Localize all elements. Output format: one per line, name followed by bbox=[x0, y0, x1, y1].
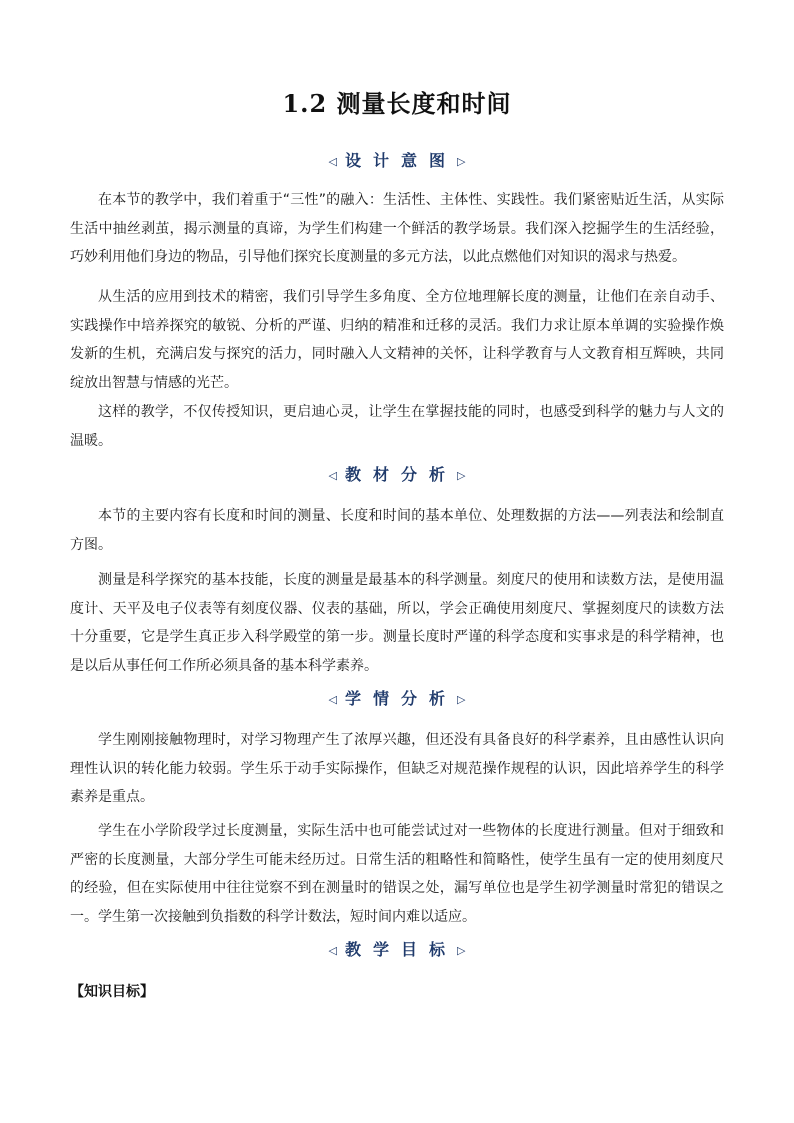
paragraph: 本节的主要内容有长度和时间的测量、长度和时间的基本单位、处理数据的方法——列表法和绘制直方图。 bbox=[70, 508, 724, 553]
section-heading-text: 学情分析 bbox=[344, 689, 457, 708]
paragraph: 这样的教学，不仅传授知识，更启迪心灵，让学生在掌握技能的同时，也感受到科学的魅力与人文的温暖。 bbox=[70, 404, 724, 449]
triangle-left-icon: ◁ bbox=[328, 155, 337, 168]
triangle-left-icon: ◁ bbox=[328, 693, 337, 706]
triangle-right-icon: ▷ bbox=[457, 944, 466, 957]
page-title: 1.2 测量长度和时间 bbox=[282, 89, 512, 118]
paragraph: 从生活的应用到技术的精密，我们引导学生多角度、全方位地理解长度的测量，让他们在亲自动手、实践操作中培养探究的敏锐、分析的严谨、归纳的精准和迁移的灵活。我们力求让原本单调的实验操作焕发新的生机，充满启发与探究的活力，同时融入人文精神的关怀，让科学教育与人文教育相互辉映，共同绽放出智慧与情感的光芒。 bbox=[70, 289, 724, 391]
paragraph: 在本节的教学中，我们着重于“三性”的融入：生活性、主体性、实践性。我们紧密贴近生活，从实际生活中抽丝剥茧，揭示测量的真谛，为学生们构建一个鲜活的教学场景。我们深入挖掘学生的生活经验，巧妙利用他们身边的物品，引导他们探究长度测量的多元方法，以此点燃他们对知识的渴求与热爱。 bbox=[70, 192, 724, 265]
triangle-left-icon: ◁ bbox=[328, 944, 337, 957]
section-heading-textbook-analysis bbox=[0, 463, 794, 489]
section-heading-text: 教学目标 bbox=[344, 940, 457, 959]
triangle-left-icon: ◁ bbox=[328, 469, 337, 482]
section-heading-student-analysis bbox=[0, 687, 794, 713]
triangle-right-icon: ▷ bbox=[457, 155, 466, 168]
section-heading-text: 设计意图 bbox=[344, 151, 457, 170]
knowledge-goals-subheading: 【知识目标】 bbox=[70, 984, 154, 1000]
paragraph: 测量是科学探究的基本技能，长度的测量是最基本的科学测量。刻度尺的使用和读数方法，是使用温度计、天平及电子仪表等有刻度仪器、仪表的基础，所以，学会正确使用刻度尺、掌握刻度尺的读数方法十分重要，它是学生真正步入科学殿堂的第一步。测量长度时严谨的科学态度和实事求是的科学精神，也是以后从事任何工作所必须具备的基本科学素养。 bbox=[70, 572, 724, 674]
section-heading-teaching-goals bbox=[0, 938, 794, 964]
paragraph: 学生刚刚接触物理时，对学习物理产生了浓厚兴趣，但还没有具备良好的科学素养，且由感性认识向理性认识的转化能力较弱。学生乐于动手实际操作，但缺乏对规范操作规程的认识，因此培养学生的科学素养是重点。 bbox=[70, 732, 724, 805]
section-heading-design-intent bbox=[0, 149, 794, 175]
paragraph: 学生在小学阶段学过长度测量，实际生活中也可能尝试过对一些物体的长度进行测量。但对于细致和严密的长度测量，大部分学生可能未经历过。日常生活的粗略性和简略性，使学生虽有一定的使用刻度尺的经验，但在实际使用中往往觉察不到在测量时的错误之处，漏写单位也是学生初学测量时常犯的错误之一。学生第一次接触到负指数的科学计数法，短时间内难以适应。 bbox=[70, 823, 724, 925]
triangle-right-icon: ▷ bbox=[457, 693, 466, 706]
triangle-right-icon: ▷ bbox=[457, 469, 466, 482]
section-heading-text: 教材分析 bbox=[344, 465, 457, 484]
